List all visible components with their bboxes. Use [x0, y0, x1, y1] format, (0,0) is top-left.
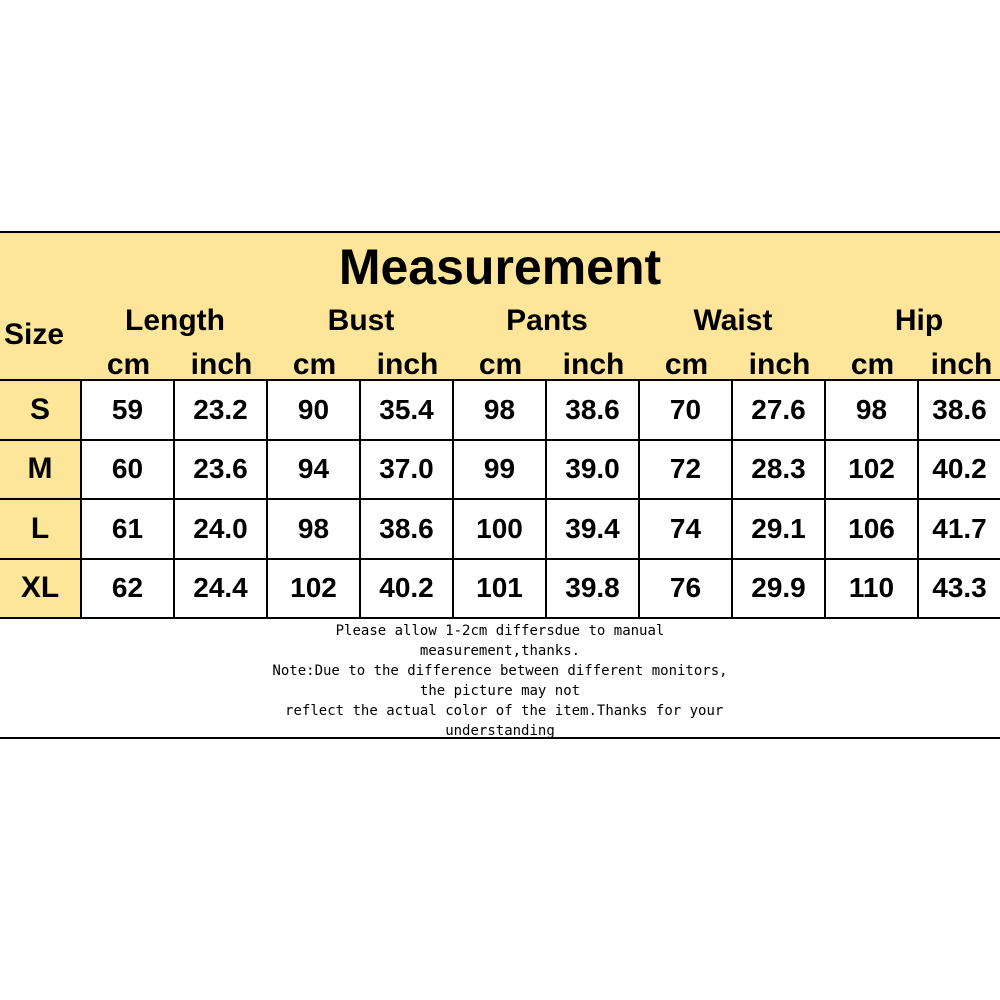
- size-cell: L: [0, 500, 82, 558]
- note-line: understanding: [445, 723, 555, 739]
- table-row: [0, 560, 1000, 620]
- value-cell: 98: [268, 500, 361, 558]
- value-cell: 60: [82, 441, 175, 499]
- size-cell: M: [0, 441, 82, 499]
- value-cell: 29.9: [733, 560, 826, 618]
- value-cell: 94: [268, 441, 361, 499]
- value-cell: 100: [454, 500, 547, 558]
- value-cell: 27.6: [733, 381, 826, 439]
- unit-header: cm: [664, 348, 709, 381]
- value-cell: 35.4: [361, 381, 454, 439]
- table-row: [0, 441, 1000, 501]
- unit-header: inch: [930, 348, 993, 381]
- value-cell: 38.6: [932, 393, 987, 425]
- value-cell: 37.0: [361, 441, 454, 499]
- value-cell: 98: [826, 381, 919, 439]
- value-cell: 23.6: [175, 441, 268, 499]
- value-cell: 90: [268, 381, 361, 439]
- value-cell: 70: [640, 381, 733, 439]
- note-line: the picture may not: [419, 683, 581, 699]
- measurement-table: [0, 381, 1000, 619]
- value-cell: 98: [454, 381, 547, 439]
- size-cell: S: [0, 381, 82, 439]
- unit-header: inch: [376, 348, 439, 381]
- value-cell: 40.2: [361, 560, 454, 618]
- unit-header: cm: [292, 348, 337, 381]
- value-cell: 106: [826, 500, 919, 558]
- unit-header: inch: [748, 348, 811, 381]
- group-header-waist: Waist: [693, 304, 773, 337]
- unit-header: inch: [190, 348, 253, 381]
- value-cell: 102: [268, 560, 361, 618]
- value-cell: 39.0: [547, 441, 640, 499]
- unit-header: cm: [106, 348, 151, 381]
- disclaimer-note: [0, 621, 1000, 739]
- value-cell: 99: [454, 441, 547, 499]
- value-cell: 102: [826, 441, 919, 499]
- note-line: Please allow 1-2cm differsdue to manual: [335, 623, 665, 639]
- table-header: [0, 231, 1000, 381]
- value-cell: 101: [454, 560, 547, 618]
- note-line: Note:Due to the difference between different monitors,: [272, 663, 728, 679]
- size-column-header: Size: [3, 318, 65, 351]
- value-cell: 23.2: [175, 381, 268, 439]
- value-cell: 76: [640, 560, 733, 618]
- group-header-bust: Bust: [327, 304, 395, 337]
- value-cell: 24.0: [175, 500, 268, 558]
- note-line: reflect the actual color of the item.Thanks for your: [276, 703, 724, 719]
- table-row: [0, 381, 1000, 441]
- value-cell: 38.6: [361, 500, 454, 558]
- value-cell: 61: [82, 500, 175, 558]
- value-cell: 41.7: [932, 512, 987, 544]
- table-row: [0, 500, 1000, 560]
- measurement-chart: [0, 231, 1000, 739]
- value-cell: 43.3: [932, 572, 987, 604]
- group-header-pants: Pants: [506, 304, 588, 337]
- value-cell: 72: [640, 441, 733, 499]
- value-cell: 24.4: [175, 560, 268, 618]
- group-header-hip: Hip: [894, 304, 944, 337]
- value-cell: 29.1: [733, 500, 826, 558]
- value-cell: 74: [640, 500, 733, 558]
- value-cell: 40.2: [932, 453, 987, 485]
- size-cell: XL: [0, 560, 82, 618]
- value-cell: 28.3: [733, 441, 826, 499]
- note-line: measurement,thanks.: [419, 643, 581, 659]
- page-title: Measurement: [338, 239, 662, 295]
- unit-header: inch: [562, 348, 625, 381]
- value-cell: 39.4: [547, 500, 640, 558]
- unit-header: cm: [850, 348, 895, 381]
- value-cell: 39.8: [547, 560, 640, 618]
- value-cell: 110: [826, 560, 919, 618]
- group-header-length: Length: [125, 304, 225, 337]
- value-cell: 62: [82, 560, 175, 618]
- value-cell: 38.6: [547, 381, 640, 439]
- unit-header: cm: [478, 348, 523, 381]
- value-cell: 59: [82, 381, 175, 439]
